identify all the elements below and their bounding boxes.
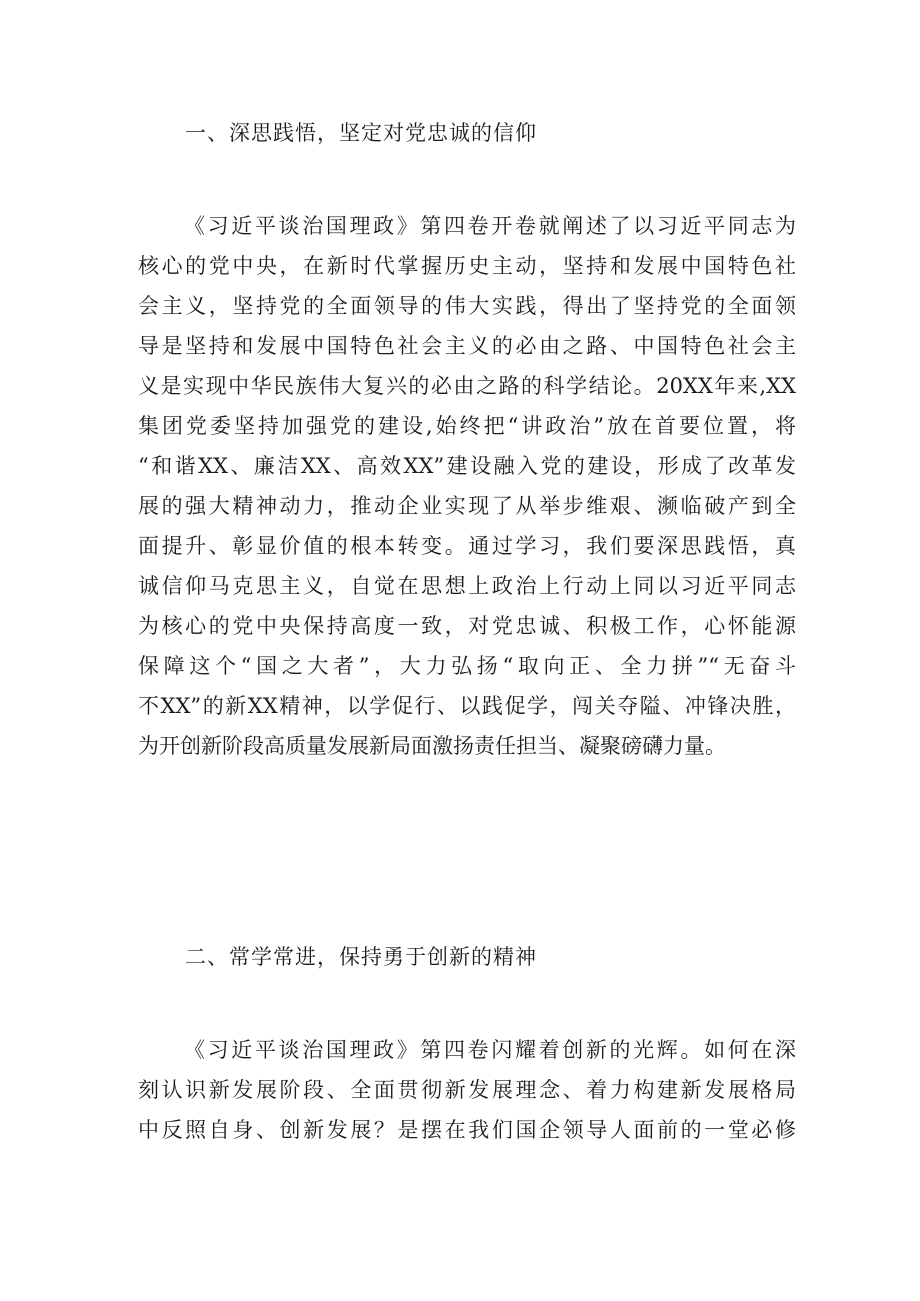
paragraph-line: 中反照自身、创新发展？是摆在我们国企领导人面前的一堂必修 xyxy=(138,1118,796,1142)
paragraph-1 xyxy=(138,206,796,766)
paragraph-line: 导是坚持和发展中国特色社会主义的必由之路、中国特色社会主 xyxy=(138,334,796,358)
paragraph-line: 会主义，坚持党的全面领导的伟大实践，得出了坚持党的全面领 xyxy=(138,294,796,318)
paragraph-2 xyxy=(138,1030,796,1150)
paragraph-line: 《习近平谈治国理政》第四卷闪耀着创新的光辉。如何在深 xyxy=(184,1038,796,1062)
paragraph-line: “和谐XX、廉洁XX、高效XX”建设融入党的建设，形成了改革发 xyxy=(138,454,796,478)
paragraph-line: 诚信仰马克思主义，自觉在思想上政治上行动上同以习近平同志 xyxy=(138,574,796,598)
section-heading-1: 一、深思践悟，坚定对党忠诚的信仰 xyxy=(185,121,537,145)
paragraph-line: 《习近平谈治国理政》第四卷开卷就阐述了以习近平同志为 xyxy=(184,214,796,238)
paragraph-line: 不XX”的新XX精神，以学促行、以践促学，闯关夺隘、冲锋决胜， xyxy=(138,694,796,718)
paragraph-line: 为核心的党中央保持高度一致，对党忠诚、积极工作，心怀能源 xyxy=(138,614,796,638)
paragraph-line: 面提升、彰显价值的根本转变。通过学习，我们要深思践悟，真 xyxy=(138,534,796,558)
paragraph-line: 保障这个“国之大者”，大力弘扬“取向正、全力拼”“无奋斗 xyxy=(138,654,796,678)
section-heading-2: 二、常学常进，保持勇于创新的精神 xyxy=(185,945,537,969)
paragraph-line: 刻认识新发展阶段、全面贯彻新发展理念、着力构建新发展格局 xyxy=(138,1078,796,1102)
paragraph-line: 展的强大精神动力，推动企业实现了从举步维艰、濒临破产到全 xyxy=(138,494,796,518)
paragraph-line: 核心的党中央，在新时代掌握历史主动，坚持和发展中国特色社 xyxy=(138,254,796,278)
paragraph-line: 集团党委坚持加强党的建设,始终把“讲政治”放在首要位置，将 xyxy=(138,414,796,438)
paragraph-line: 为开创新阶段高质量发展新局面激扬责任担当、凝聚磅礴力量。 xyxy=(138,734,726,758)
paragraph-line: 义是实现中华民族伟大复兴的必由之路的科学结论。20XX年来,XX xyxy=(138,374,796,398)
